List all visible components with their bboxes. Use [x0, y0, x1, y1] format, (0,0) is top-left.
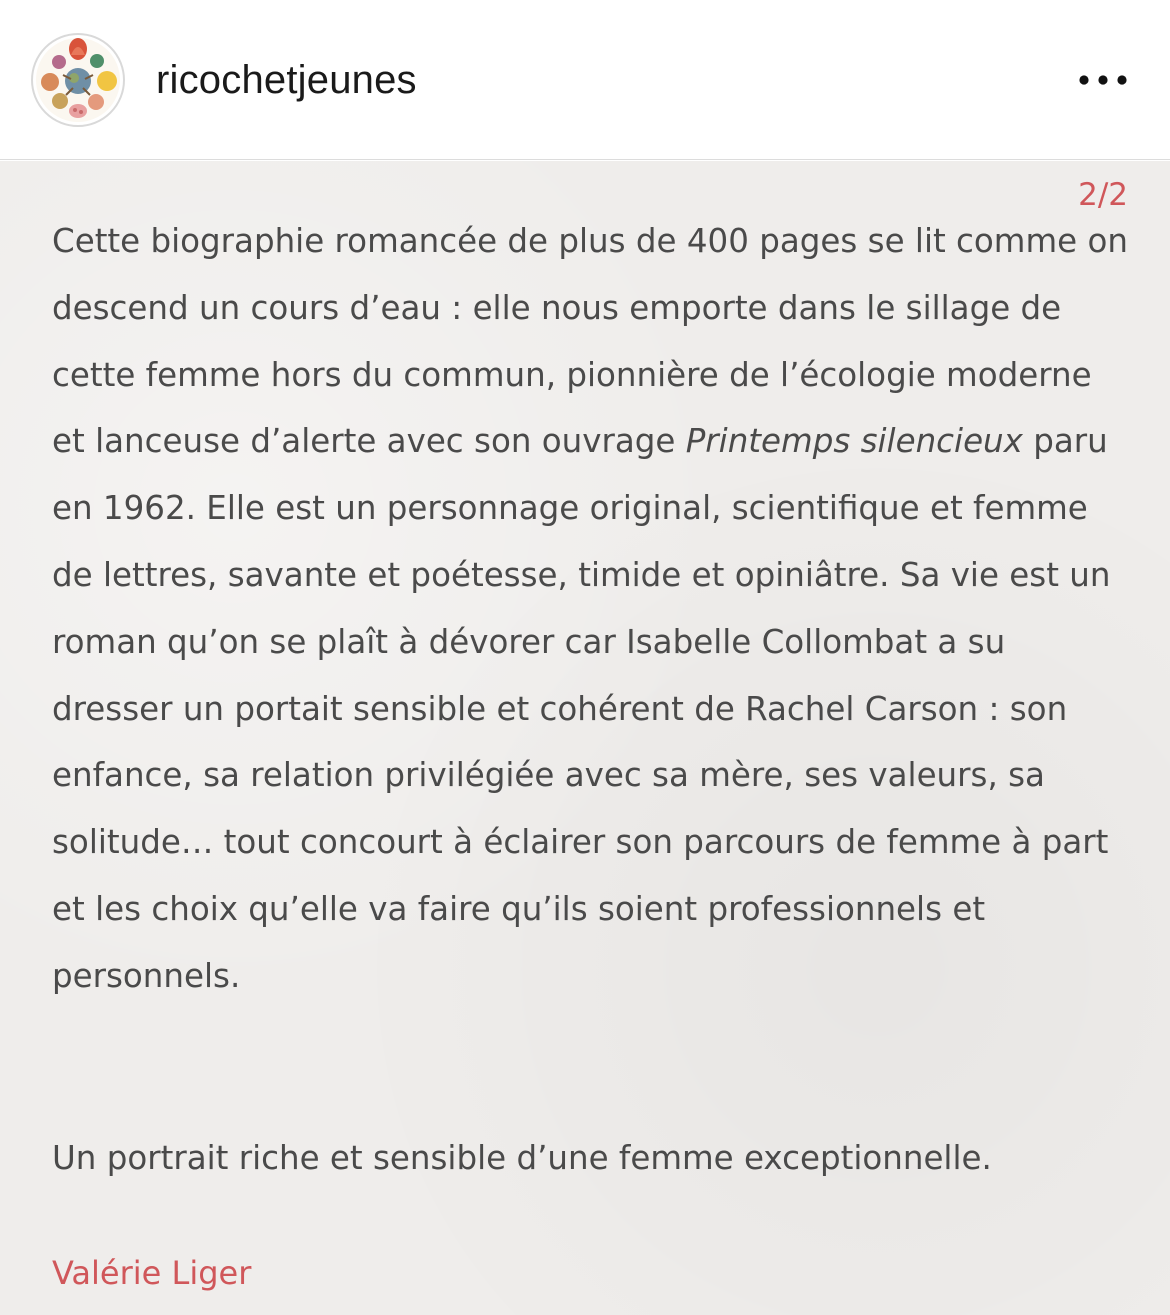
avatar[interactable] [31, 33, 125, 127]
more-horizontal-icon [1078, 74, 1128, 86]
page-counter: 2/2 [1078, 177, 1128, 213]
review-text-part-1: Cette biographie romancée de plus de 400 pages se lit comme on descend un cours d’eau : elle nous emporte dans le sillage de cette femme hors du commun, pionnière de l’écologie moderne et lanceuse d’alerte avec son ouvrage [52, 222, 1128, 461]
book-title: Printemps silencieux [685, 422, 1023, 461]
ricochet-logo-icon [33, 35, 123, 125]
username[interactable]: ricochetjeunes [156, 58, 417, 102]
author-signature: Valérie Liger [52, 1254, 252, 1292]
review-paragraph [52, 208, 1132, 1010]
review-text-part-2: paru en 1962. Elle est un personnage original, scientifique et femme de lettres, savante et poétesse, timide et opiniâtre. Sa vie est un roman qu’on se plaît à dévorer car Isabelle Collombat a su dresser un portait sensible et cohérent de Rachel Carson : son enfance, sa relation privilégiée avec sa mère, ses valeurs, sa solitude… tout concourt à éclairer son parcours de femme à part et les choix qu’elle va faire qu’ils soient professionnels et personnels. [52, 422, 1111, 995]
conclusion-paragraph: Un portrait riche et sensible d’une femme exceptionnelle. [52, 1139, 992, 1177]
post-header [0, 0, 1170, 160]
more-options-button[interactable] [1070, 60, 1136, 100]
post-image [0, 161, 1170, 1315]
